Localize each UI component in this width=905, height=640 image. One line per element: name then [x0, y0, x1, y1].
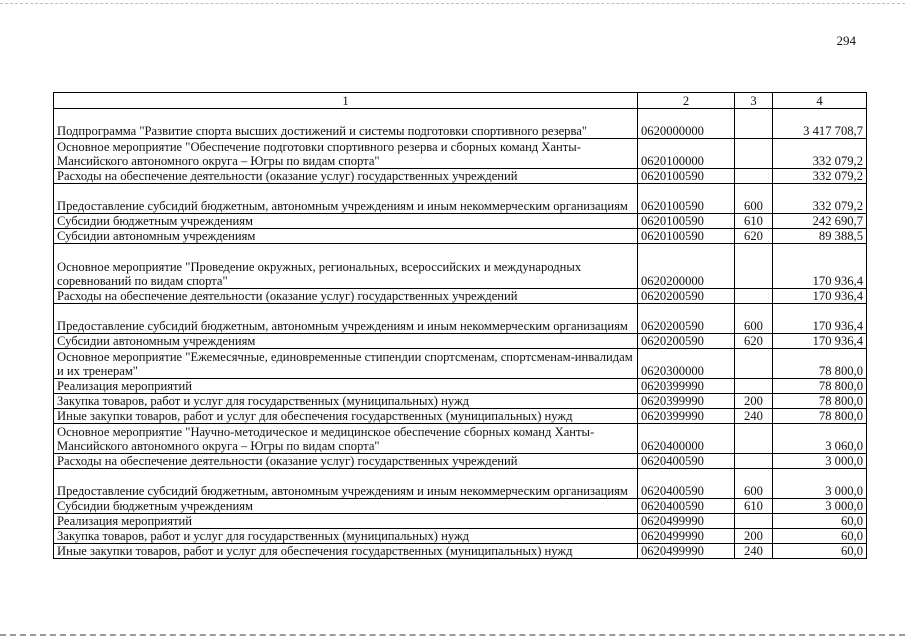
row-expense-type: [735, 289, 773, 304]
table-row: [54, 139, 867, 169]
row-expense-type: [735, 349, 773, 379]
row-sum: 60,0: [773, 544, 867, 559]
row-sum: 170 936,4: [773, 304, 867, 334]
row-code: 0620100000: [638, 139, 735, 169]
table-row: [54, 349, 867, 379]
table-row: [54, 184, 867, 214]
table-row: [54, 454, 867, 469]
table-row: [54, 379, 867, 394]
table-row: [54, 214, 867, 229]
row-name: Субсидии автономным учреждениям: [54, 334, 638, 349]
row-name: Основное мероприятие "Проведение окружных, региональных, всероссийских и международных соревнований по видам спорта": [54, 244, 638, 289]
row-expense-type: 200: [735, 394, 773, 409]
table-row: [54, 529, 867, 544]
row-sum: 3 417 708,7: [773, 109, 867, 139]
column-header-expense-type: 3: [735, 93, 773, 109]
row-expense-type: [735, 244, 773, 289]
row-name: Субсидии автономным учреждениям: [54, 229, 638, 244]
row-code: 0620100590: [638, 229, 735, 244]
row-name: Расходы на обеспечение деятельности (оказание услуг) государственных учреждений: [54, 454, 638, 469]
row-expense-type: 600: [735, 304, 773, 334]
row-sum: 78 800,0: [773, 409, 867, 424]
row-expense-type: [735, 424, 773, 454]
row-expense-type: [735, 169, 773, 184]
row-code: 0620200000: [638, 244, 735, 289]
row-name: Закупка товаров, работ и услуг для государственных (муниципальных) нужд: [54, 394, 638, 409]
row-code: 0620400000: [638, 424, 735, 454]
row-code: 0620100590: [638, 169, 735, 184]
row-sum: 60,0: [773, 529, 867, 544]
page-number: 294: [836, 33, 856, 48]
table-row: [54, 499, 867, 514]
row-expense-type: 620: [735, 334, 773, 349]
table-row: [54, 169, 867, 184]
row-code: 0620200590: [638, 304, 735, 334]
row-expense-type: 610: [735, 499, 773, 514]
row-sum: 78 800,0: [773, 379, 867, 394]
table-header-row: [54, 93, 867, 109]
row-name: Субсидии бюджетным учреждениям: [54, 499, 638, 514]
row-code: 0620000000: [638, 109, 735, 139]
budget-table: [53, 92, 867, 559]
row-sum: 60,0: [773, 514, 867, 529]
row-sum: 332 079,2: [773, 184, 867, 214]
table-row: [54, 229, 867, 244]
table-row: [54, 514, 867, 529]
row-expense-type: 600: [735, 184, 773, 214]
row-name: Реализация мероприятий: [54, 379, 638, 394]
row-sum: 3 000,0: [773, 499, 867, 514]
row-name: Основное мероприятие "Обеспечение подготовки спортивного резерва и сборных команд Ханты-Мансийского автономного округа – Югры по видам спорта": [54, 139, 638, 169]
table-row: [54, 544, 867, 559]
row-sum: 89 388,5: [773, 229, 867, 244]
row-expense-type: [735, 109, 773, 139]
row-sum: 332 079,2: [773, 169, 867, 184]
column-header-sum: 4: [773, 93, 867, 109]
row-sum: 3 000,0: [773, 469, 867, 499]
row-name: Подпрограмма "Развитие спорта высших достижений и системы подготовки спортивного резерва": [54, 109, 638, 139]
column-header-name: 1: [54, 93, 638, 109]
row-name: Расходы на обеспечение деятельности (оказание услуг) государственных учреждений: [54, 169, 638, 184]
table-row: [54, 469, 867, 499]
row-code: 0620200590: [638, 334, 735, 349]
row-code: 0620399990: [638, 394, 735, 409]
row-code: 0620100590: [638, 184, 735, 214]
row-code: 0620499990: [638, 529, 735, 544]
row-code: 0620400590: [638, 469, 735, 499]
row-expense-type: [735, 514, 773, 529]
row-name: Расходы на обеспечение деятельности (оказание услуг) государственных учреждений: [54, 289, 638, 304]
row-expense-type: 610: [735, 214, 773, 229]
row-name: Иные закупки товаров, работ и услуг для обеспечения государственных (муниципальных) нужд: [54, 544, 638, 559]
row-code: 0620300000: [638, 349, 735, 379]
row-sum: 78 800,0: [773, 349, 867, 379]
table-row: [54, 289, 867, 304]
row-name: Предоставление субсидий бюджетным, автономным учреждениям и иным некоммерческим организациям: [54, 304, 638, 334]
row-code: 0620200590: [638, 289, 735, 304]
row-sum: 3 000,0: [773, 454, 867, 469]
table-row: [54, 394, 867, 409]
row-expense-type: [735, 379, 773, 394]
row-expense-type: [735, 139, 773, 169]
table-row: [54, 244, 867, 289]
row-code: 0620400590: [638, 454, 735, 469]
row-sum: 170 936,4: [773, 244, 867, 289]
row-expense-type: 200: [735, 529, 773, 544]
row-name: Иные закупки товаров, работ и услуг для обеспечения государственных (муниципальных) нужд: [54, 409, 638, 424]
row-sum: 170 936,4: [773, 334, 867, 349]
row-name: Реализация мероприятий: [54, 514, 638, 529]
row-code: 0620399990: [638, 379, 735, 394]
scan-bottom-edge: [0, 634, 905, 636]
row-name: Основное мероприятие "Научно-методическое и медицинское обеспечение сборных команд Ханты-Мансийского автономного округа – Югры по видам спорта": [54, 424, 638, 454]
row-name: Закупка товаров, работ и услуг для государственных (муниципальных) нужд: [54, 529, 638, 544]
row-sum: 3 060,0: [773, 424, 867, 454]
row-code: 0620499990: [638, 544, 735, 559]
table-row: [54, 424, 867, 454]
row-code: 0620399990: [638, 409, 735, 424]
table-row: [54, 109, 867, 139]
row-sum: 332 079,2: [773, 139, 867, 169]
row-name: Основное мероприятие "Ежемесячные, единовременные стипендии спортсменам, спортсменам-инвалидам и их тренерам": [54, 349, 638, 379]
row-sum: 242 690,7: [773, 214, 867, 229]
row-expense-type: 600: [735, 469, 773, 499]
row-name: Предоставление субсидий бюджетным, автономным учреждениям и иным некоммерческим организациям: [54, 184, 638, 214]
row-expense-type: 240: [735, 544, 773, 559]
table-row: [54, 409, 867, 424]
row-expense-type: 240: [735, 409, 773, 424]
row-sum: 78 800,0: [773, 394, 867, 409]
row-name: Предоставление субсидий бюджетным, автономным учреждениям и иным некоммерческим организациям: [54, 469, 638, 499]
row-sum: 170 936,4: [773, 289, 867, 304]
row-expense-type: [735, 454, 773, 469]
table-row: [54, 334, 867, 349]
row-code: 0620100590: [638, 214, 735, 229]
column-header-code: 2: [638, 93, 735, 109]
table-row: [54, 304, 867, 334]
row-expense-type: 620: [735, 229, 773, 244]
row-code: 0620499990: [638, 514, 735, 529]
row-name: Субсидии бюджетным учреждениям: [54, 214, 638, 229]
scan-top-edge: [0, 3, 905, 4]
row-code: 0620400590: [638, 499, 735, 514]
